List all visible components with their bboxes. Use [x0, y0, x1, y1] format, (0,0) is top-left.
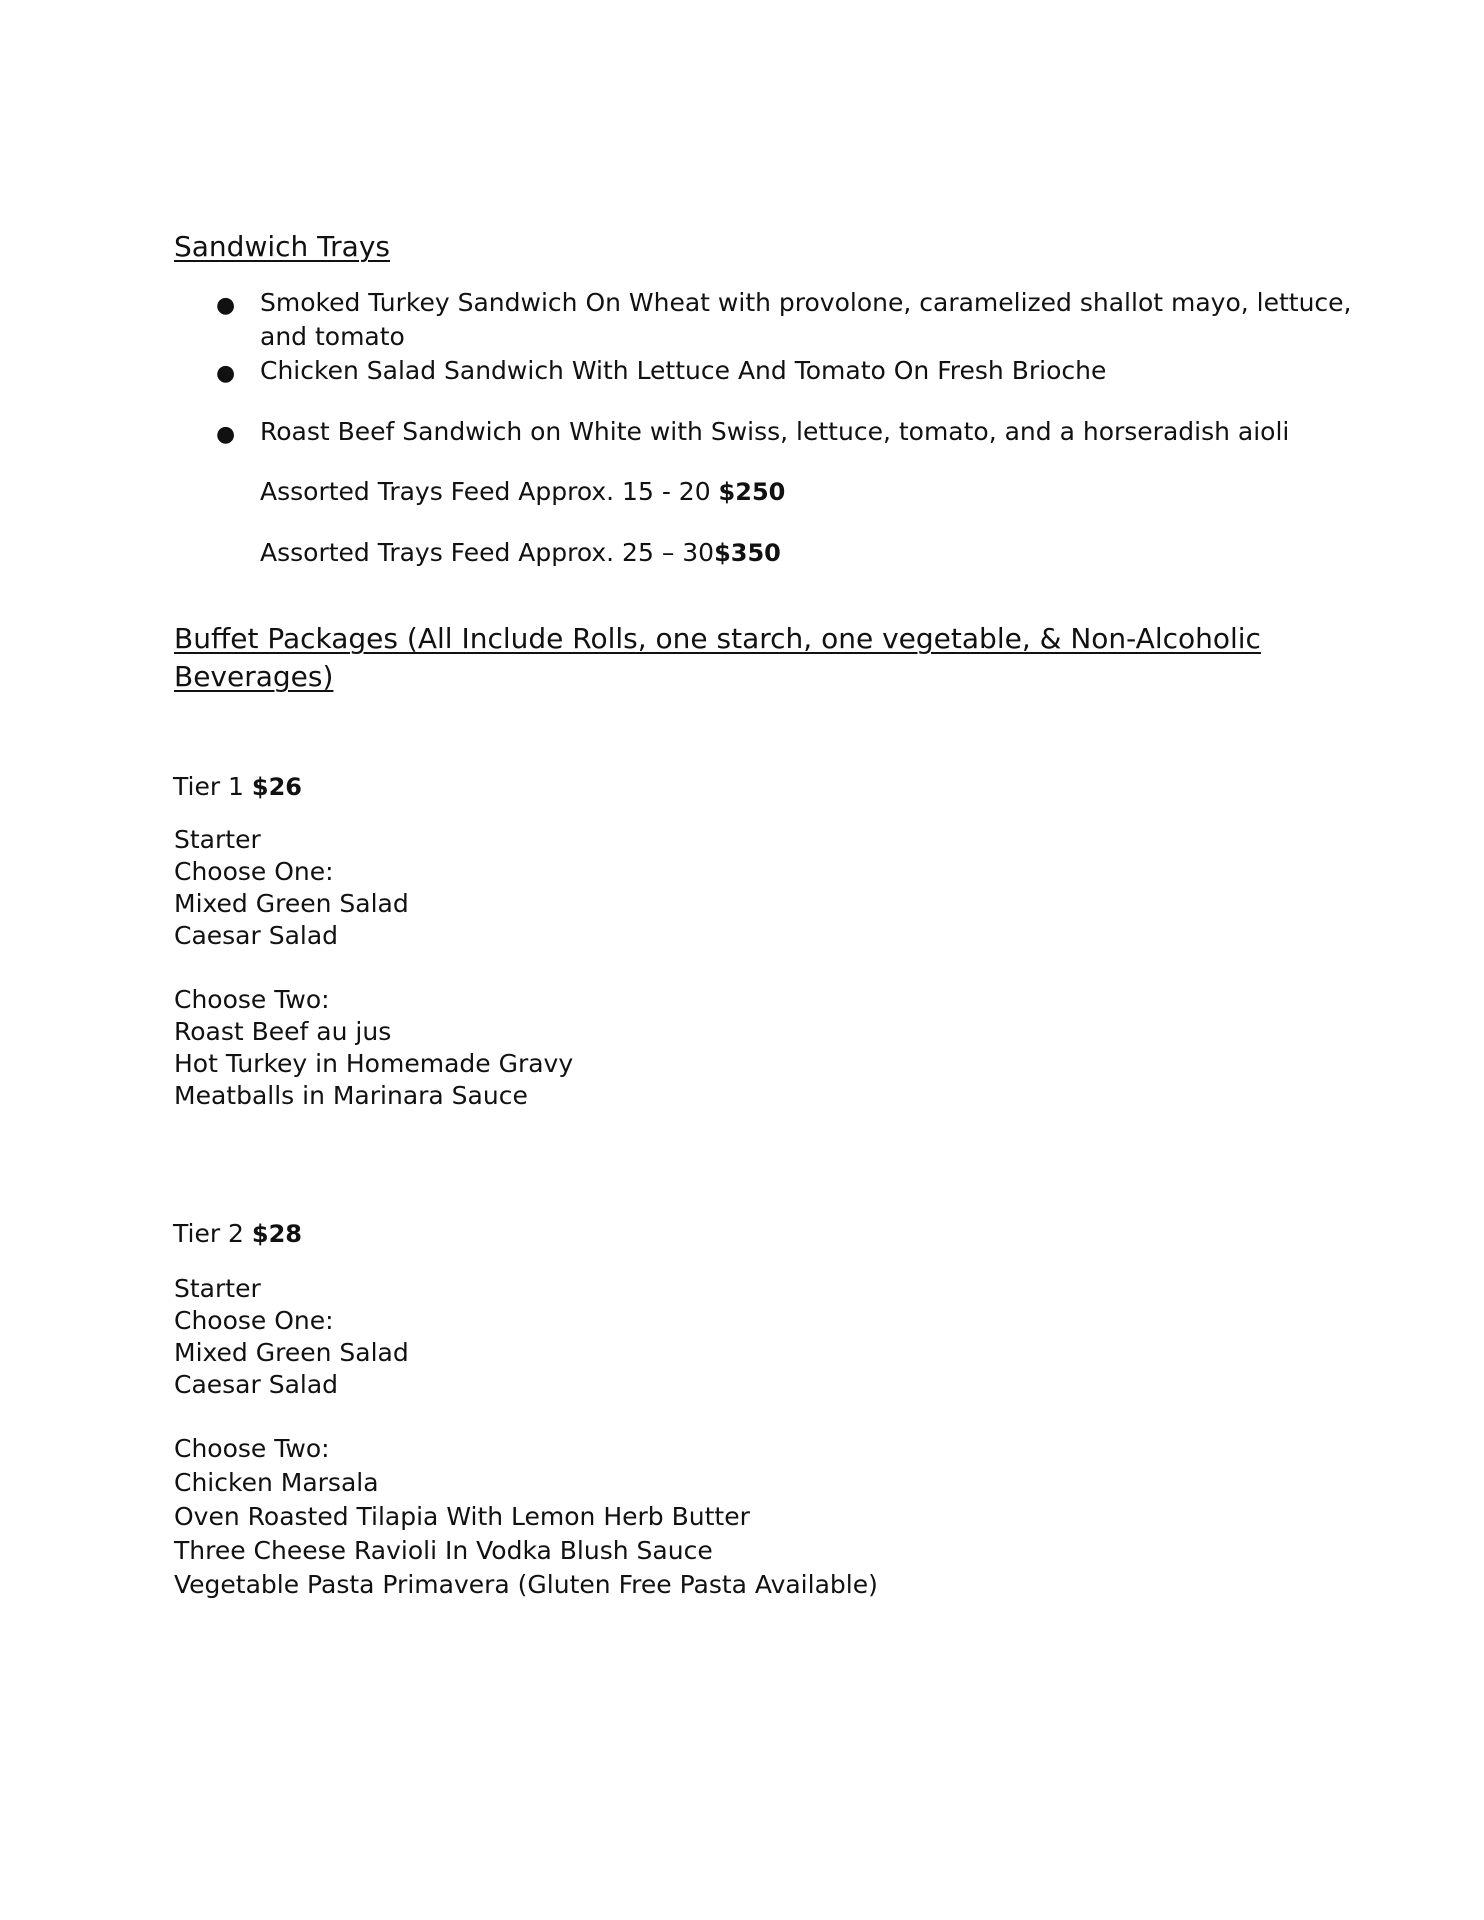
tier2-mains-instruction: Choose Two: — [174, 1434, 330, 1463]
tier2-starter-block — [174, 1273, 409, 1401]
tier1-starter-block — [174, 824, 409, 952]
tier1-label: Tier 1 — [173, 772, 252, 801]
bullet-1: ● — [216, 293, 236, 318]
tier1-main-option: Hot Turkey in Homemade Gravy — [174, 1049, 574, 1078]
tray-pricing-1 — [260, 477, 785, 506]
buffet-heading-line2: Beverages) — [174, 660, 334, 693]
tier2-starter-option: Mixed Green Salad — [174, 1338, 409, 1367]
tier2-main-option: Three Cheese Ravioli In Vodka Blush Sauce — [174, 1536, 713, 1565]
tier1-starter-instruction: Choose One: — [174, 857, 334, 886]
tray-pricing-1-price: $250 — [718, 478, 786, 506]
tier1-starter-option: Mixed Green Salad — [174, 889, 409, 918]
tier1-starter-option: Caesar Salad — [174, 921, 339, 950]
tier1-price: $26 — [251, 773, 303, 801]
sandwich-item-1-line1: Smoked Turkey Sandwich On Wheat with provolone, caramelized shallot mayo, lettuce, — [260, 288, 1352, 317]
tray-pricing-1-label: Assorted Trays Feed Approx. 15 - 20 — [260, 477, 719, 506]
bullet-3: ● — [216, 422, 236, 447]
tier2-starter-instruction: Choose One: — [174, 1306, 334, 1335]
tier1-mains-block — [174, 984, 573, 1112]
tray-pricing-2 — [260, 538, 781, 567]
tier2-title — [173, 1219, 302, 1248]
tier1-title — [173, 772, 302, 801]
tier2-label: Tier 2 — [173, 1219, 252, 1248]
tier2-main-option: Chicken Marsala — [174, 1468, 379, 1497]
tier1-starter-heading: Starter — [174, 825, 261, 854]
tier1-main-option: Roast Beef au jus — [174, 1017, 392, 1046]
sandwich-trays-heading: Sandwich Trays — [174, 230, 390, 263]
sandwich-item-2: Chicken Salad Sandwich With Lettuce And Tomato On Fresh Brioche — [260, 356, 1107, 385]
tier2-main-option: Vegetable Pasta Primavera (Gluten Free Pasta Available) — [174, 1570, 878, 1599]
buffet-heading-line1: Buffet Packages (All Include Rolls, one starch, one vegetable, & Non-Alcoholic — [174, 622, 1261, 655]
tier2-main-option: Oven Roasted Tilapia With Lemon Herb Butter — [174, 1502, 750, 1531]
sandwich-item-3: Roast Beef Sandwich on White with Swiss, lettuce, tomato, and a horseradish aioli — [260, 417, 1290, 446]
tier2-price: $28 — [251, 1220, 303, 1248]
tier1-main-option: Meatballs in Marinara Sauce — [174, 1081, 528, 1110]
tier2-mains-block — [174, 1432, 878, 1602]
tier2-starter-option: Caesar Salad — [174, 1370, 339, 1399]
tier2-starter-heading: Starter — [174, 1274, 261, 1303]
bullet-2: ● — [216, 361, 236, 386]
tray-pricing-2-price: $350 — [714, 539, 781, 567]
tray-pricing-2-label: Assorted Trays Feed Approx. 25 – 30 — [260, 538, 715, 567]
tier1-mains-instruction: Choose Two: — [174, 985, 330, 1014]
sandwich-item-1-line2: and tomato — [260, 322, 405, 351]
